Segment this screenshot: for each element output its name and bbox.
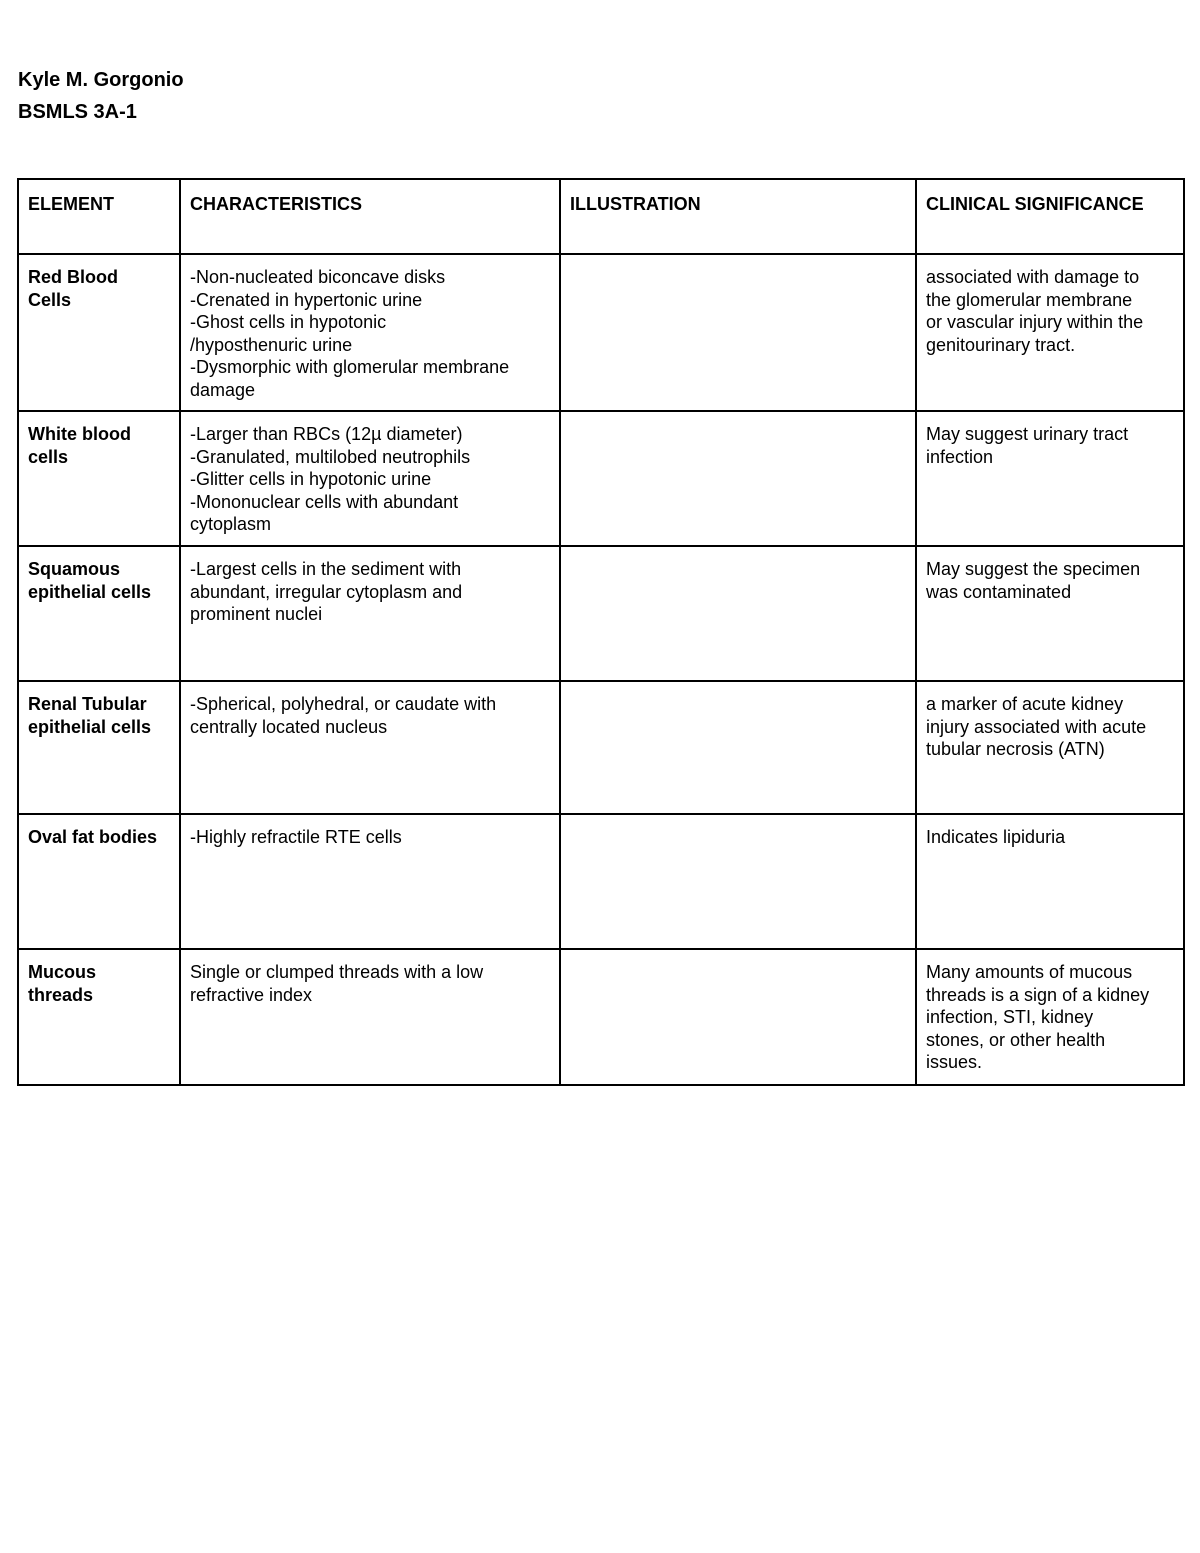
characteristics-cell-line: centrally located nucleus bbox=[190, 716, 388, 737]
illustration-cell bbox=[560, 949, 916, 1085]
element-cell-line: epithelial cells bbox=[28, 716, 152, 737]
element-cell-line: Oval fat bodies bbox=[28, 827, 158, 847]
clinical-significance-cell-line: threads is a sign of a kidney bbox=[926, 984, 1150, 1005]
characteristics-cell-line: -Glitter cells in hypotonic urine bbox=[190, 469, 432, 490]
column-header-characteristics: CHARACTERISTICS bbox=[180, 179, 560, 254]
table-row bbox=[18, 814, 1184, 949]
element-cell-line: threads bbox=[28, 984, 94, 1005]
clinical-significance-cell-line: or vascular injury within the bbox=[926, 312, 1144, 333]
characteristics-cell-line: prominent nuclei bbox=[190, 604, 323, 625]
element-cell-line: Mucous bbox=[28, 962, 97, 982]
illustration-cell bbox=[560, 681, 916, 814]
clinical-significance-cell bbox=[916, 254, 1184, 411]
clinical-significance-cell bbox=[916, 949, 1184, 1085]
column-header-illustration: ILLUSTRATION bbox=[560, 179, 916, 254]
clinical-significance-cell-line: infection, STI, kidney bbox=[926, 1007, 1094, 1028]
clinical-significance-cell bbox=[916, 681, 1184, 814]
characteristics-cell-line: -Larger than RBCs (12µ diameter) bbox=[190, 424, 463, 444]
clinical-significance-cell bbox=[916, 411, 1184, 546]
element-cell bbox=[18, 814, 180, 949]
column-header-clinical-significance: CLINICAL SIGNIFICANCE bbox=[916, 179, 1184, 254]
clinical-significance-cell-line: May suggest urinary tract bbox=[926, 424, 1129, 444]
clinical-significance-cell-line: tubular necrosis (ATN) bbox=[926, 739, 1105, 760]
element-cell bbox=[18, 949, 180, 1085]
clinical-significance-cell-line: Many amounts of mucous bbox=[926, 962, 1133, 982]
document-header bbox=[18, 64, 184, 128]
clinical-significance-cell bbox=[916, 814, 1184, 949]
student-section: BSMLS 3A-1 bbox=[18, 101, 137, 123]
element-cell-line: Renal Tubular bbox=[28, 694, 147, 714]
clinical-significance-cell bbox=[916, 546, 1184, 681]
illustration-cell bbox=[560, 411, 916, 546]
characteristics-cell-line: -Non-nucleated biconcave disks bbox=[190, 267, 446, 287]
table-row bbox=[18, 546, 1184, 681]
characteristics-cell-line: Single or clumped threads with a low bbox=[190, 962, 484, 982]
characteristics-cell bbox=[180, 411, 560, 546]
characteristics-cell-line: refractive index bbox=[190, 984, 313, 1005]
characteristics-cell bbox=[180, 814, 560, 949]
clinical-significance-cell-line: Indicates lipiduria bbox=[926, 827, 1066, 847]
characteristics-cell-line: cytoplasm bbox=[190, 514, 272, 535]
characteristics-cell-line: -Granulated, multilobed neutrophils bbox=[190, 446, 471, 467]
element-cell bbox=[18, 254, 180, 411]
element-cell-line: Red Blood bbox=[28, 267, 118, 287]
characteristics-cell bbox=[180, 546, 560, 681]
characteristics-cell-line: -Highly refractile RTE cells bbox=[190, 827, 402, 847]
table-row bbox=[18, 681, 1184, 814]
element-cell-line: Cells bbox=[28, 289, 72, 310]
clinical-significance-cell-line: associated with damage to bbox=[926, 267, 1140, 287]
table-row bbox=[18, 949, 1184, 1085]
characteristics-cell-line: abundant, irregular cytoplasm and bbox=[190, 581, 463, 602]
table-row bbox=[18, 411, 1184, 546]
characteristics-cell-line: /hyposthenuric urine bbox=[190, 334, 353, 355]
clinical-significance-cell-line: issues. bbox=[926, 1052, 983, 1073]
table-body bbox=[18, 254, 1184, 1085]
element-cell-line: cells bbox=[28, 446, 69, 467]
illustration-cell bbox=[560, 814, 916, 949]
clinical-significance-cell-line: was contaminated bbox=[926, 581, 1072, 602]
characteristics-cell-line: -Crenated in hypertonic urine bbox=[190, 289, 423, 310]
column-header-element: ELEMENT bbox=[18, 179, 180, 254]
illustration-cell bbox=[560, 254, 916, 411]
clinical-significance-cell-line: a marker of acute kidney bbox=[926, 694, 1124, 714]
clinical-significance-cell-line: stones, or other health bbox=[926, 1029, 1106, 1050]
clinical-significance-cell-line: infection bbox=[926, 446, 994, 467]
table-row bbox=[18, 254, 1184, 411]
element-cell bbox=[18, 681, 180, 814]
table-header-row bbox=[18, 179, 1184, 254]
characteristics-cell-line: damage bbox=[190, 379, 256, 400]
urine-sediment-table bbox=[17, 178, 1185, 1086]
characteristics-cell-line: -Largest cells in the sediment with bbox=[190, 559, 462, 579]
element-cell-line: epithelial cells bbox=[28, 581, 152, 602]
illustration-cell bbox=[560, 546, 916, 681]
clinical-significance-cell-line: genitourinary tract. bbox=[926, 334, 1076, 355]
element-cell-line: Squamous bbox=[28, 559, 121, 579]
characteristics-cell bbox=[180, 681, 560, 814]
element-cell bbox=[18, 546, 180, 681]
clinical-significance-cell-line: May suggest the specimen bbox=[926, 559, 1141, 579]
clinical-significance-cell-line: the glomerular membrane bbox=[926, 289, 1133, 310]
student-name: Kyle M. Gorgonio bbox=[18, 69, 184, 91]
characteristics-cell bbox=[180, 254, 560, 411]
element-cell-line: White blood bbox=[28, 424, 131, 444]
clinical-significance-cell-line: injury associated with acute bbox=[926, 716, 1147, 737]
characteristics-cell-line: -Ghost cells in hypotonic bbox=[190, 312, 387, 333]
characteristics-cell bbox=[180, 949, 560, 1085]
characteristics-cell-line: -Dysmorphic with glomerular membrane bbox=[190, 357, 510, 378]
element-cell bbox=[18, 411, 180, 546]
characteristics-cell-line: -Mononuclear cells with abundant bbox=[190, 491, 459, 512]
characteristics-cell-line: -Spherical, polyhedral, or caudate with bbox=[190, 694, 497, 714]
